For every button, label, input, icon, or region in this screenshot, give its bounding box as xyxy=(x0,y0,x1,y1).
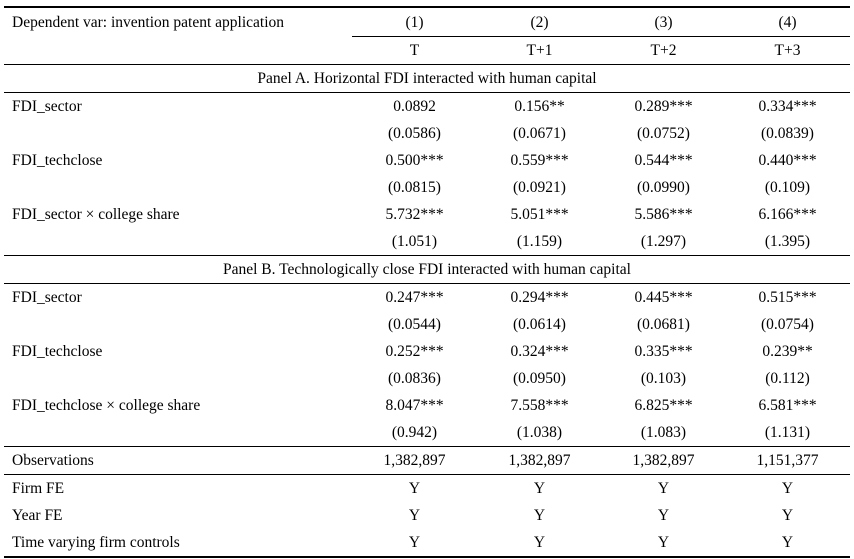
coefficient: 0.0892 xyxy=(393,98,436,115)
coefficient: 8.047*** xyxy=(385,397,444,414)
row-label: FDI_sector xyxy=(12,289,82,306)
standard-error: (0.109) xyxy=(764,179,811,196)
table-row xyxy=(4,201,850,228)
standard-error: (0.0950) xyxy=(513,370,566,387)
standard-error: (0.0754) xyxy=(761,316,814,333)
table-row-se xyxy=(4,228,850,256)
coefficient: 7.558*** xyxy=(510,397,569,414)
column-number: (4) xyxy=(725,7,850,37)
row-label: FDI_techclose × college share xyxy=(12,397,201,414)
standard-error: (0.0815) xyxy=(388,179,441,196)
standard-error: (0.0544) xyxy=(388,316,441,333)
row-label: Observations xyxy=(4,447,352,475)
regression-table xyxy=(4,6,850,558)
row-label: FDI_techclose xyxy=(12,152,103,169)
coefficient: 0.544*** xyxy=(634,152,693,169)
observations-value: 1,382,897 xyxy=(602,447,725,475)
coefficient: 0.247*** xyxy=(385,289,444,306)
panel-a-title-row xyxy=(4,65,850,93)
observations-value: 1,151,377 xyxy=(725,447,850,475)
row-label: Year FE xyxy=(12,507,63,524)
coefficient: 0.440*** xyxy=(758,152,817,169)
standard-error: (0.0836) xyxy=(388,370,441,387)
firm-fe-row xyxy=(4,475,850,503)
standard-error: (0.942) xyxy=(352,419,477,447)
standard-error: (0.0586) xyxy=(388,125,441,142)
coefficient: 0.156** xyxy=(514,98,565,115)
indicator-value: Y xyxy=(602,529,725,557)
observations-row xyxy=(4,447,850,475)
indicator-value: Y xyxy=(352,529,477,557)
coefficient: 0.335*** xyxy=(634,343,693,360)
table-row-se xyxy=(4,174,850,201)
row-label: Time varying firm controls xyxy=(4,529,352,557)
standard-error: (1.159) xyxy=(477,228,602,256)
standard-error: (0.112) xyxy=(765,370,810,387)
standard-error: (0.0839) xyxy=(761,125,814,142)
standard-error: (0.103) xyxy=(640,370,687,387)
row-label: FDI_sector × college share xyxy=(12,206,180,223)
standard-error: (0.0614) xyxy=(513,316,566,333)
row-label: FDI_techclose xyxy=(12,343,103,360)
row-label: Firm FE xyxy=(12,480,65,497)
observations-value: 1,382,897 xyxy=(477,447,602,475)
coefficient: 0.294*** xyxy=(510,289,569,306)
dependent-variable-label: Dependent var: invention patent application xyxy=(4,7,352,37)
year-fe-row xyxy=(4,502,850,529)
standard-error: (0.0681) xyxy=(637,316,690,333)
coefficient: 0.289*** xyxy=(634,98,693,115)
indicator-value: Y xyxy=(533,480,546,497)
standard-error: (0.0671) xyxy=(513,125,566,142)
standard-error: (0.0752) xyxy=(637,125,690,142)
standard-error: (1.051) xyxy=(352,228,477,256)
period-label: T+3 xyxy=(725,37,850,65)
period-label: T+1 xyxy=(477,37,602,65)
indicator-value: Y xyxy=(477,529,602,557)
controls-row xyxy=(4,529,850,557)
coefficient: 5.732*** xyxy=(385,206,444,223)
table-row-se xyxy=(4,120,850,147)
indicator-value: Y xyxy=(781,507,794,524)
indicator-value: Y xyxy=(408,507,421,524)
table-row xyxy=(4,338,850,365)
coefficient: 0.500*** xyxy=(385,152,444,169)
indicator-value: Y xyxy=(657,480,670,497)
header-row-columns xyxy=(4,7,850,37)
table-row xyxy=(4,392,850,419)
panel-b-title-row xyxy=(4,256,850,284)
standard-error: (0.0921) xyxy=(513,179,566,196)
coefficient: 6.166*** xyxy=(758,206,817,223)
coefficient: 0.239** xyxy=(762,343,813,360)
indicator-value: Y xyxy=(533,507,546,524)
standard-error: (0.0990) xyxy=(637,179,690,196)
panel-b-title: Panel B. Technologically close FDI interacted with human capital xyxy=(4,256,850,284)
indicator-value: Y xyxy=(781,480,794,497)
column-number: (2) xyxy=(477,7,602,37)
standard-error: (1.131) xyxy=(725,419,850,447)
table-row-se xyxy=(4,365,850,392)
coefficient: 6.825*** xyxy=(634,397,693,414)
indicator-value: Y xyxy=(725,529,850,557)
table-row xyxy=(4,93,850,121)
period-label: T+2 xyxy=(602,37,725,65)
indicator-value: Y xyxy=(657,507,670,524)
coefficient: 0.324*** xyxy=(510,343,569,360)
standard-error: (1.038) xyxy=(477,419,602,447)
coefficient: 6.581*** xyxy=(758,397,817,414)
standard-error: (1.395) xyxy=(725,228,850,256)
column-number: (1) xyxy=(352,7,477,37)
coefficient: 0.515*** xyxy=(758,289,817,306)
table-row xyxy=(4,284,850,312)
header-row-periods xyxy=(4,37,850,65)
observations-value: 1,382,897 xyxy=(352,447,477,475)
coefficient: 0.252*** xyxy=(385,343,444,360)
period-label: T xyxy=(352,37,477,65)
table-row-se xyxy=(4,311,850,338)
column-number: (3) xyxy=(602,7,725,37)
table-row-se xyxy=(4,419,850,447)
coefficient: 0.559*** xyxy=(510,152,569,169)
row-label: FDI_sector xyxy=(12,98,82,115)
coefficient: 5.051*** xyxy=(510,206,569,223)
table-row xyxy=(4,147,850,174)
coefficient: 0.445*** xyxy=(634,289,693,306)
coefficient: 0.334*** xyxy=(758,98,817,115)
coefficient: 5.586*** xyxy=(634,206,693,223)
standard-error: (1.083) xyxy=(602,419,725,447)
standard-error: (1.297) xyxy=(602,228,725,256)
indicator-value: Y xyxy=(408,480,421,497)
panel-a-title: Panel A. Horizontal FDI interacted with human capital xyxy=(4,65,850,93)
